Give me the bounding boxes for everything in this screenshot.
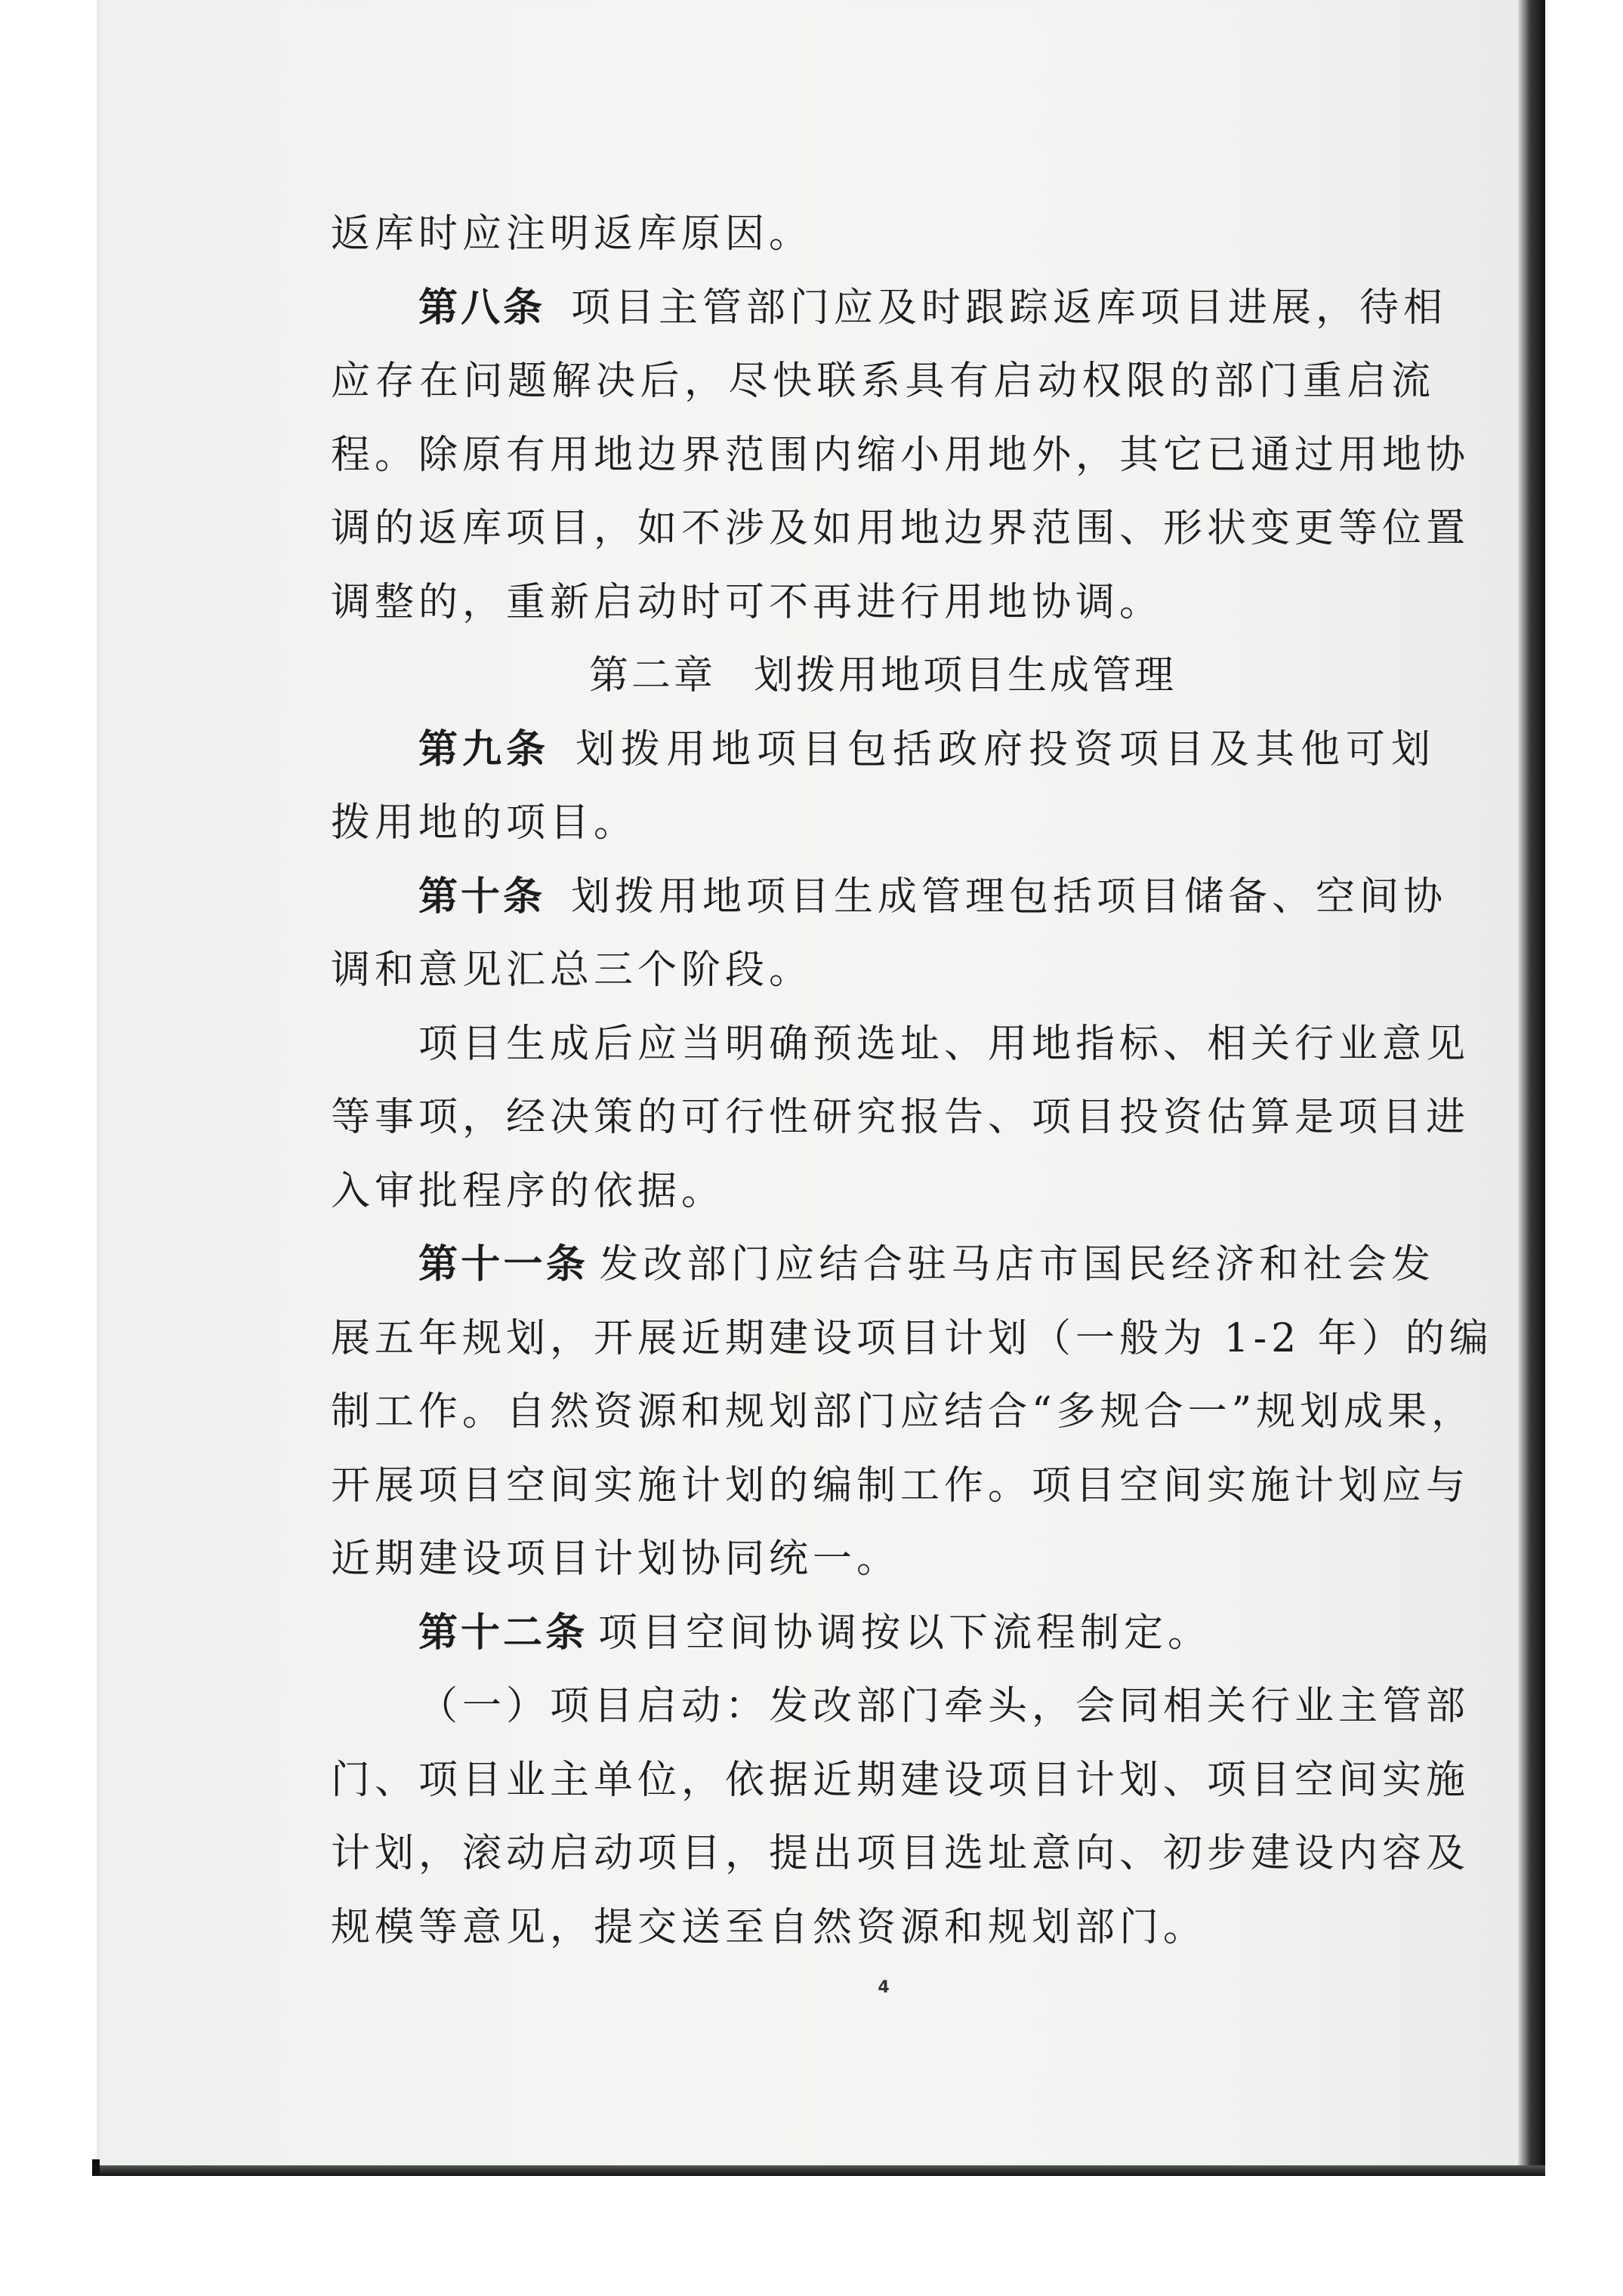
paragraph-line: 项目生成后应当明确预选址、用地指标、相关行业意见 xyxy=(418,1021,1470,1067)
paragraph-line: 开展项目空间实施计划的编制工作。项目空间实施计划应与 xyxy=(331,1462,1470,1509)
paragraph-line: 调整的，重新启动时可不再进行用地协调。 xyxy=(331,579,1164,625)
paragraph-line: 近期建设项目计划协同统一。 xyxy=(331,1536,901,1582)
photo-edge-bottom xyxy=(92,2165,1545,2176)
article-12-line xyxy=(331,1597,1435,1671)
article-text: 划拨用地项目包括政府投资项目及其他可划 xyxy=(575,726,1435,772)
chapter-heading xyxy=(331,639,1435,713)
article-8-line xyxy=(331,272,1448,346)
document-body xyxy=(331,198,1493,1965)
paragraph-line: 展五年规划，开展近期建设项目计划（一般为 1-2 年）的编 xyxy=(331,1315,1493,1361)
article-10-line xyxy=(331,861,1448,935)
article-11-line xyxy=(331,1228,1435,1302)
page-number: 4 xyxy=(878,1978,890,1997)
article-label: 第九条 xyxy=(418,726,550,772)
photo-edge-right xyxy=(1518,0,1545,2173)
paragraph-line: 计划，滚动启动项目，提出项目选址意向、初步建设内容及 xyxy=(331,1831,1470,1876)
article-text: 划拨用地项目生成管理包括项目储备、空间协 xyxy=(571,874,1448,920)
article-9-line xyxy=(331,713,1435,787)
paragraph-line: 制工作。自然资源和规划部门应结合“多规合一”规划成果， xyxy=(331,1389,1476,1435)
paragraph-line: 调和意见汇总三个阶段。 xyxy=(331,948,813,993)
article-text: 项目空间协调按以下流程制定。 xyxy=(598,1610,1212,1656)
article-text: 项目主管部门应及时跟踪返库项目进展，待相 xyxy=(571,285,1448,331)
paragraph-line: 门、项目业主单位，依据近期建设项目计划、项目空间实施 xyxy=(331,1757,1470,1803)
article-label: 第十条 xyxy=(418,874,546,920)
article-label: 第十一条 xyxy=(418,1242,589,1287)
paragraph-line: 等事项，经决策的可行性研究报告、项目投资估算是项目进 xyxy=(331,1095,1470,1140)
photo-edge-corner xyxy=(92,2159,100,2176)
paragraph-line: 程。除原有用地边界范围内缩小用地外，其它已通过用地协 xyxy=(331,432,1470,478)
article-label: 第十二条 xyxy=(418,1610,588,1656)
chapter-number: 第二章 xyxy=(588,653,716,698)
paragraph-line: 拨用地的项目。 xyxy=(331,800,638,846)
paragraph-line: 应存在问题解决后，尽快联系具有启动权限的部门重启流 xyxy=(331,359,1435,404)
article-label: 第八条 xyxy=(418,285,546,331)
paragraph-line: （一）项目启动：发改部门牵头，会同相关行业主管部 xyxy=(418,1684,1470,1729)
paragraph-line: 调的返库项目，如不涉及如用地边界范围、形状变更等位置 xyxy=(331,506,1470,551)
paragraph-line: 入审批程序的依据。 xyxy=(331,1168,726,1214)
paragraph-line: 返库时应注明返库原因。 xyxy=(331,211,813,257)
chapter-title: 划拨用地项目生成管理 xyxy=(754,653,1177,698)
article-text: 发改部门应结合驻马店市国民经济和社会发 xyxy=(599,1242,1435,1287)
paragraph-line: 规模等意见，提交送至自然资源和规划部门。 xyxy=(331,1904,1208,1950)
